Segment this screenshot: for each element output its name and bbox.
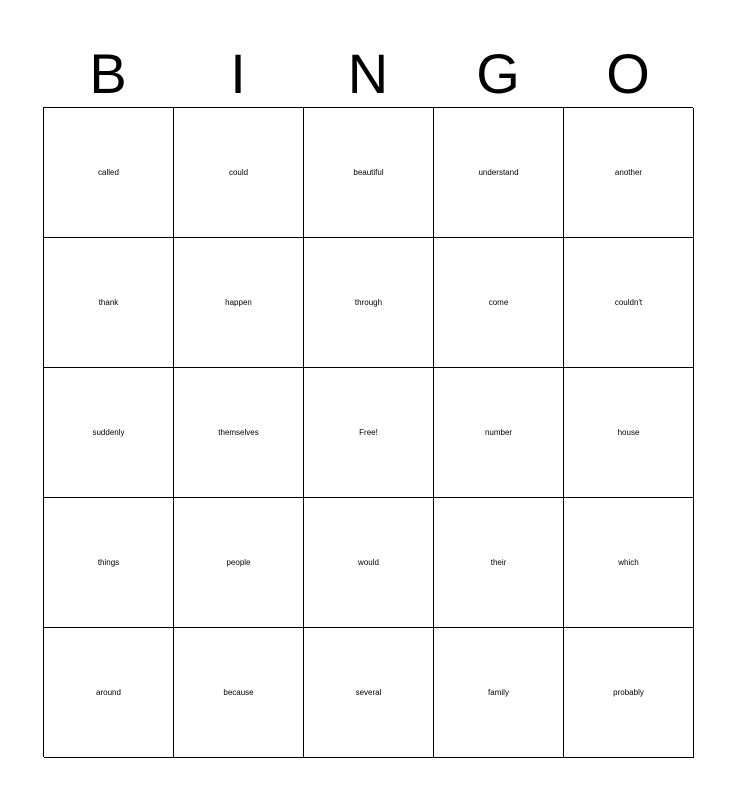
- bingo-cell[interactable]: suddenly: [44, 368, 174, 498]
- bingo-cell[interactable]: which: [564, 498, 694, 628]
- bingo-cell[interactable]: thank: [44, 238, 174, 368]
- bingo-cell[interactable]: their: [434, 498, 564, 628]
- bingo-header: [43, 40, 693, 108]
- header-letter-i: I: [230, 42, 246, 105]
- bingo-cell[interactable]: come: [434, 238, 564, 368]
- bingo-cell[interactable]: themselves: [174, 368, 304, 498]
- bingo-cell[interactable]: beautiful: [304, 108, 434, 238]
- header-letter-n: N: [347, 42, 389, 105]
- bingo-cell[interactable]: several: [304, 628, 434, 758]
- bingo-cell[interactable]: number: [434, 368, 564, 498]
- bingo-cell[interactable]: called: [44, 108, 174, 238]
- bingo-cell[interactable]: house: [564, 368, 694, 498]
- bingo-cell[interactable]: probably: [564, 628, 694, 758]
- bingo-cell[interactable]: family: [434, 628, 564, 758]
- bingo-cell[interactable]: things: [44, 498, 174, 628]
- free-space-cell[interactable]: Free!: [304, 368, 434, 498]
- bingo-board: [43, 107, 693, 757]
- bingo-cell[interactable]: could: [174, 108, 304, 238]
- bingo-cell[interactable]: because: [174, 628, 304, 758]
- bingo-cell[interactable]: couldn't: [564, 238, 694, 368]
- bingo-cell[interactable]: through: [304, 238, 434, 368]
- bingo-cell[interactable]: happen: [174, 238, 304, 368]
- bingo-cell[interactable]: people: [174, 498, 304, 628]
- header-letter-g: G: [476, 42, 520, 105]
- bingo-cell[interactable]: would: [304, 498, 434, 628]
- bingo-cell[interactable]: around: [44, 628, 174, 758]
- bingo-cell[interactable]: another: [564, 108, 694, 238]
- bingo-cell[interactable]: understand: [434, 108, 564, 238]
- header-letter-b: B: [89, 42, 127, 105]
- header-letter-o: O: [606, 42, 650, 105]
